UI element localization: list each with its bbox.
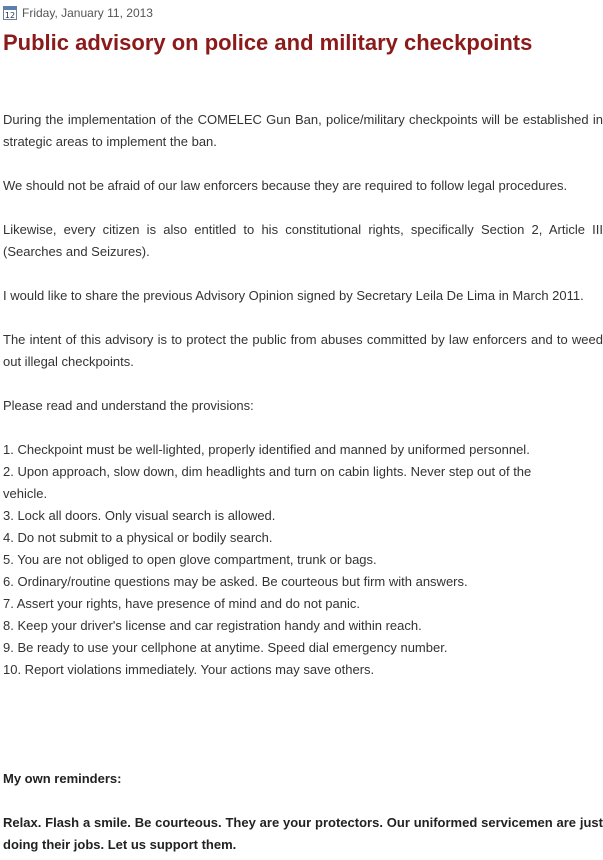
reminders-text: Relax. Flash a smile. Be courteous. They are your protectors. Our uniformed servicemen are just doing their jobs. Let us support them. xyxy=(3,815,603,852)
post-date-row xyxy=(3,4,153,22)
provision-item: 5. You are not obliged to open glove compartment, trunk or bags. xyxy=(3,552,377,567)
reminders-heading: My own reminders: xyxy=(3,771,122,786)
paragraph-intent: The intent of this advisory is to protect the public from abuses committed by law enforcers and to weed out illegal checkpoints. xyxy=(3,332,603,369)
provision-item: 10. Report violations immediately. Your actions may save others. xyxy=(3,662,375,677)
paragraph-law-enforcers: We should not be afraid of our law enforcers because they are required to follow legal procedures. xyxy=(3,178,568,193)
provision-item: 1. Checkpoint must be well-lighted, properly identified and manned by uniformed personnel. xyxy=(3,442,530,457)
provision-item: 7. Assert your rights, have presence of mind and do not panic. xyxy=(3,596,360,611)
paragraph-advisory-opinion: I would like to share the previous Advisory Opinion signed by Secretary Leila De Lima in March 2011. xyxy=(3,288,584,303)
paragraph-provisions-intro: Please read and understand the provisions: xyxy=(3,398,254,413)
calendar-icon: 12 xyxy=(3,6,17,20)
paragraph-constitutional-rights: Likewise, every citizen is also entitled to his constitutional rights, specifically Section 2, Article III (Searches and Seizures). xyxy=(3,222,603,259)
post-date: Friday, January 11, 2013 xyxy=(22,6,153,20)
provision-item: 2. Upon approach, slow down, dim headlights and turn on cabin lights. Never step out of the xyxy=(3,464,532,479)
provision-item: 9. Be ready to use your cellphone at anytime. Speed dial emergency number. xyxy=(3,640,448,655)
provision-item: 6. Ordinary/routine questions may be asked. Be courteous but firm with answers. xyxy=(3,574,468,589)
post-title[interactable]: Public advisory on police and military checkpoints xyxy=(3,30,533,55)
provision-item: 8. Keep your driver's license and car registration handy and within reach. xyxy=(3,618,422,633)
reminders-section xyxy=(3,768,603,856)
provision-item-continued: vehicle. xyxy=(3,486,48,501)
provision-item: 4. Do not submit to a physical or bodily search. xyxy=(3,530,273,545)
post-body xyxy=(3,109,603,681)
provision-item: 3. Lock all doors. Only visual search is allowed. xyxy=(3,508,276,523)
paragraph-gun-ban: During the implementation of the COMELEC Gun Ban, police/military checkpoints will be established in strategic areas to implement the ban. xyxy=(3,112,603,149)
